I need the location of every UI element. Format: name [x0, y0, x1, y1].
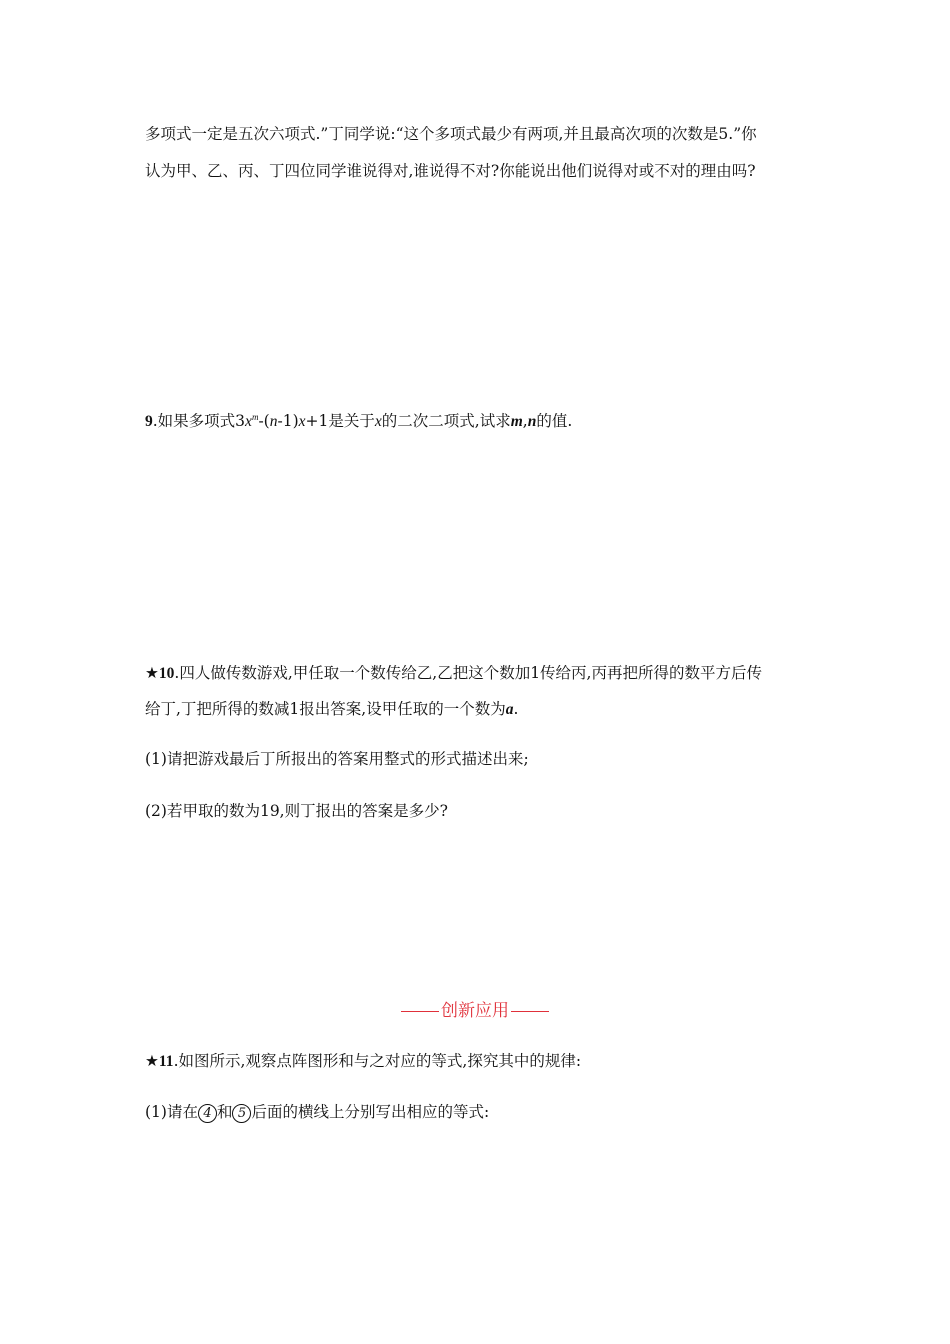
- section-header: [0, 996, 950, 1021]
- text: -(: [258, 412, 270, 430]
- exponent-m: m: [251, 411, 259, 422]
- circled-number-5: 5: [232, 1104, 251, 1123]
- q8-text-line2: 认为甲、乙、丙、丁四位同学谁说得对,谁说得不对?你能说出他们说得对或不对的理由吗?: [145, 162, 756, 180]
- text: +1是关于: [305, 412, 375, 430]
- var-n: n: [269, 413, 278, 430]
- var-a: a: [505, 701, 514, 718]
- question-number: 9: [145, 413, 153, 430]
- question-9: [145, 409, 572, 431]
- text: .如图所示,观察点阵图形和与之对应的等式,探究其中的规律:: [173, 1052, 582, 1070]
- question-10-part-1: (1)请把游戏最后丁所报出的答案用整式的形式描述出来;: [145, 750, 529, 768]
- text: .如果多项式3: [152, 412, 246, 430]
- text: 和: [216, 1103, 233, 1121]
- q8-text-line1: 多项式一定是五次六项式.”丁同学说:“这个多项式最少有两项,并且最高次项的次数是5.”你: [145, 125, 757, 143]
- var-x: x: [245, 413, 252, 430]
- text: 的值.: [536, 412, 573, 430]
- section-title: 创新应用: [441, 1001, 509, 1021]
- var-m: m: [510, 413, 523, 430]
- var-x: x: [374, 413, 382, 430]
- var-x: x: [298, 413, 306, 430]
- text: (1)请在: [145, 1103, 198, 1121]
- question-number: 11: [158, 1053, 174, 1070]
- star-icon: ★: [145, 1052, 159, 1070]
- star-icon: ★: [145, 664, 159, 682]
- question-10-line1: [145, 661, 762, 683]
- text: 给丁,丁把所得的数减1报出答案,设甲任取的一个数为: [145, 700, 506, 718]
- text: ,: [522, 412, 528, 430]
- text: .: [513, 700, 519, 718]
- circled-number-4: 4: [198, 1104, 217, 1123]
- text: -1): [277, 412, 299, 430]
- question-10-part-2: (2)若甲取的数为19,则丁报出的答案是多少?: [145, 802, 448, 820]
- text: 的二次二项式,试求: [381, 412, 511, 430]
- question-number: 10: [158, 665, 175, 682]
- text: 后面的横线上分别写出相应的等式:: [251, 1103, 490, 1121]
- text: .四人做传数游戏,甲任取一个数传给乙,乙把这个数加1传给丙,丙再把所得的数平方后传: [174, 664, 762, 682]
- question-10-line2: [145, 697, 518, 719]
- divider-right: [511, 1011, 549, 1012]
- var-n: n: [527, 413, 537, 430]
- divider-left: [401, 1011, 439, 1012]
- question-11-line1: [145, 1049, 581, 1071]
- question-11-part-1: [145, 1100, 489, 1123]
